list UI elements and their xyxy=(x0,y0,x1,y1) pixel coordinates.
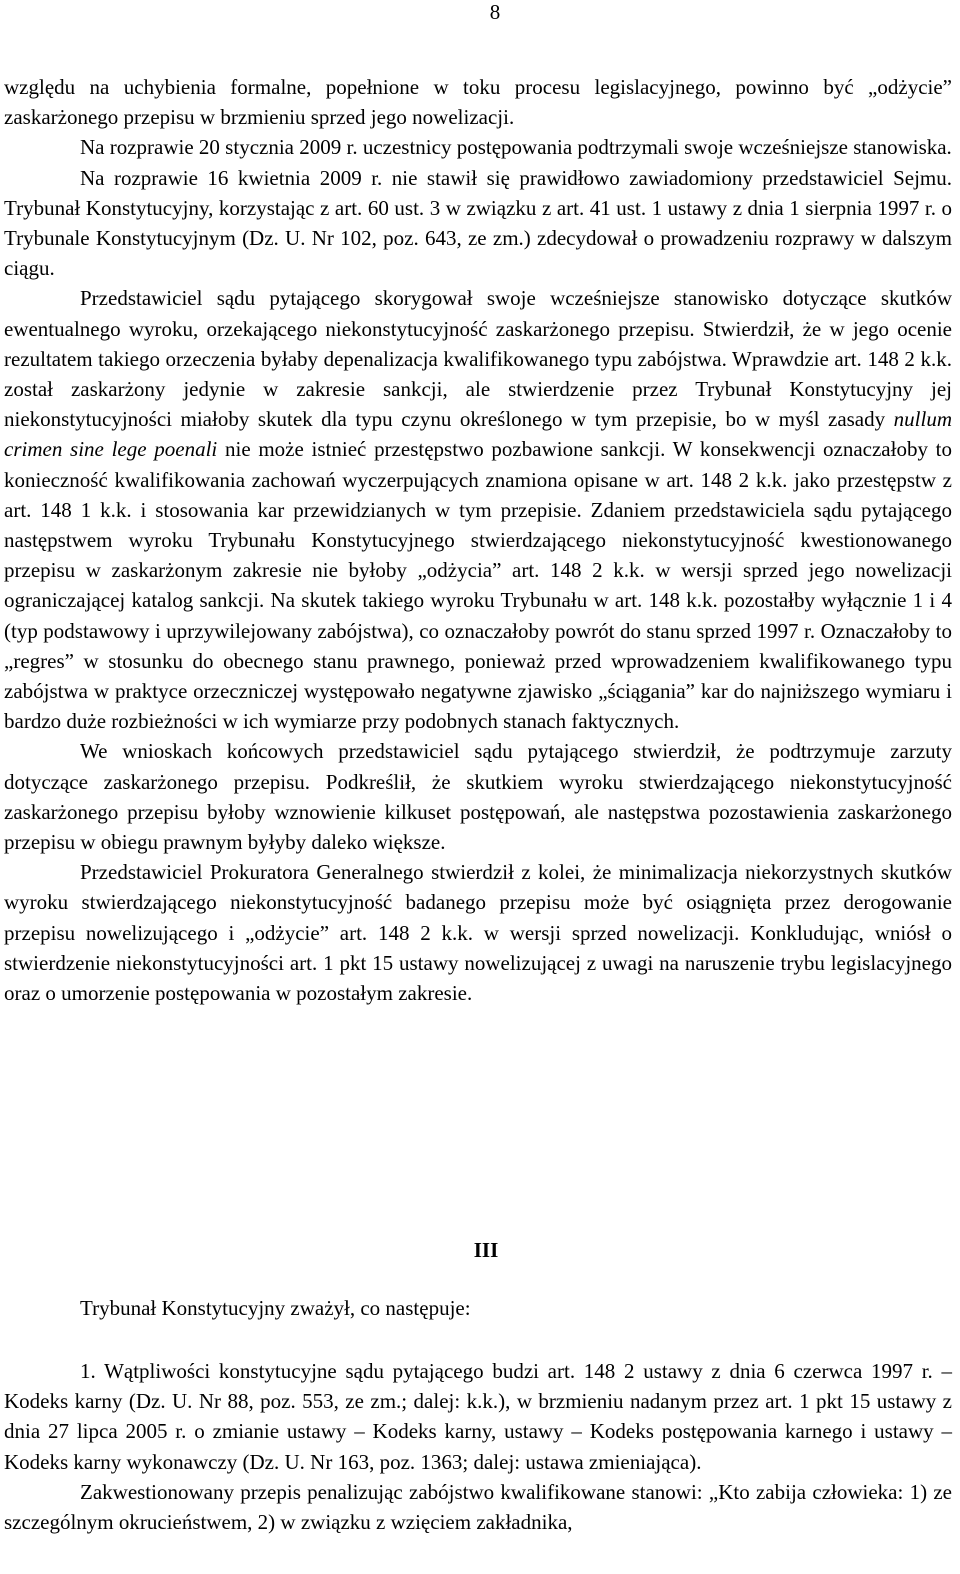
paragraph-text: Na rozprawie 20 stycznia 2009 r. uczestnicy postępowania podtrzymali swoje wcześniejsze stanowiska. xyxy=(80,135,952,160)
lead-sentence: Trybunał Konstytucyjny zważył, co następuje: xyxy=(80,1296,471,1320)
paragraph xyxy=(4,1477,952,1537)
paragraph xyxy=(4,1356,952,1477)
paragraph xyxy=(4,132,952,162)
paragraph xyxy=(4,736,952,857)
paragraph xyxy=(4,283,952,736)
paragraph-text: Zakwestionowany przepis penalizując zabójstwo kwalifikowane stanowi: „Kto zabija człowieka: 1) ze szczególnym okrucieństwem, 2) w związku z wzięciem zakładnika, xyxy=(4,1479,952,1535)
paragraph xyxy=(4,163,952,284)
paragraph xyxy=(4,857,952,1008)
paragraph-text: Przedstawiciel sądu pytającego skorygował swoje wcześniejsze stanowisko dotyczące skutków ewentualnego wyroku, orzekającego niekonstytucyjność zaskarżonego przepisu. Stwierdził, że w jego ocenie rezultatem takiego orzeczenia byłaby depenalizacja kwalifikowanego typu zabójstwa. Wprawdzie art. 148 2 k.k. został zaskarżony jedynie w zakresie sankcji, ale stwierdzenie przez Trybunał Konstytucyjny jej niekonstytucyjności miałoby skutek dla typu czynu określonego w tym przepisie, bo w myśl zasady xyxy=(4,286,952,432)
paragraph-text: 1. Wątpliwości konstytucyjne sądu pytającego budzi art. 148 2 ustawy z dnia 6 czerwca 1997 r. – Kodeks karny (Dz. U. Nr 88, poz. 553, ze zm.; dalej: k.k.), w brzmieniu nadanym przez art. 1 pkt 15 ustawy z dnia 27 lipca 2005 r. o zmianie ustawy – Kodeks karny, ustawy – Kodeks postępowania karnego i ustawy – Kodeks karny wykonawczy (Dz. U. Nr 163, poz. 1363; dalej: ustawa zmieniająca). xyxy=(4,1359,952,1474)
paragraph-text: We wnioskach końcowych przedstawiciel sądu pytającego stwierdził, że podtrzymuje zarzuty dotyczące zaskarżonego przepisu. Podkreślił, że skutkiem wyroku stwierdzającego niekonstytucyjność zaskarżonego przepisu byłoby wznowienie kilkuset postępowań, ale następstwa pozostawienia zaskarżonego przepisu w obiegu prawnym byłyby daleko większe. xyxy=(4,739,952,855)
body-text-top xyxy=(4,72,952,1008)
page-number: 8 xyxy=(489,0,501,24)
body-text-bottom xyxy=(4,1356,952,1537)
italic-phrase: nullum crimen sine lege poenali xyxy=(4,407,952,462)
section-heading: III xyxy=(473,1238,499,1262)
paragraph-text: nie może istnieć przestępstwo pozbawione sankcji. W konsekwencji oznaczałoby to konieczność kwalifikowania zachowań wyczerpujących znamiona opisane w art. 148 2 k.k. jako przestępstw z art. 148 1 k.k. i stosowania kar przewidzianych w tym przepisie. Zdaniem przedstawiciela sądu pytającego następstwem wyroku Trybunału Konstytucyjnego stwierdzającego niekonstytucyjność kwestionowanego przepisu w zaskarżonym zakresie nie byłoby „odżycia” art. 148 2 k.k. w wersji sprzed jego nowelizacji ograniczającej katalog sankcji. Na skutek takiego wyroku Trybunału w art. 148 k.k. pozostałby wyłącznie 1 i 4 (typ podstawowy i uprzywilejowany zabójstwa), co oznaczałoby powrót do stanu sprzed 1997 r. Oznaczałoby to „regres” w stosunku do obecnego stanu prawnego, ponieważ przed wprowadzeniem kwalifikowanego typu zabójstwa w praktyce orzeczniczej występowało negatywne zjawisko „ściągania” kar do najniższego wymiaru i bardzo duże rozbieżności w ich wymiarze przy podobnych stanach faktycznych. xyxy=(4,437,953,734)
paragraph xyxy=(4,72,952,132)
paragraph-text: Na rozprawie 16 kwietnia 2009 r. nie stawił się prawidłowo zawiadomiony przedstawiciel Sejmu. Trybunał Konstytucyjny, korzystając z art. 60 ust. 3 w związku z art. 41 ust. 1 ustawy z dnia 1 sierpnia 1997 r. o Trybunale Konstytucyjnym (Dz. U. Nr 102, poz. 643, ze zm.) zdecydował o prowadzeniu rozprawy w dalszym ciągu. xyxy=(4,165,952,281)
paragraph-text: Przedstawiciel Prokuratora Generalnego stwierdził z kolei, że minimalizacja niekorzystnych skutków wyroku stwierdzającego niekonstytucyjność badanego przepisu może być osiągnięta przez derogowanie przepisu nowelizującego i „odżycie” art. 148 2 k.k. w wersji sprzed nowelizacji. Konkludując, wniósł o stwierdzenie niekonstytucyjności art. 1 pkt 15 ustawy nowelizującej z uwagi na naruszenie trybu legislacyjnego oraz o umorzenie postępowania w pozostałym zakresie. xyxy=(4,860,952,1006)
paragraph-text: względu na uchybienia formalne, popełnione w toku procesu legislacyjnego, powinno być „odżycie” zaskarżonego przepisu w brzmieniu sprzed jego nowelizacji. xyxy=(4,75,952,130)
